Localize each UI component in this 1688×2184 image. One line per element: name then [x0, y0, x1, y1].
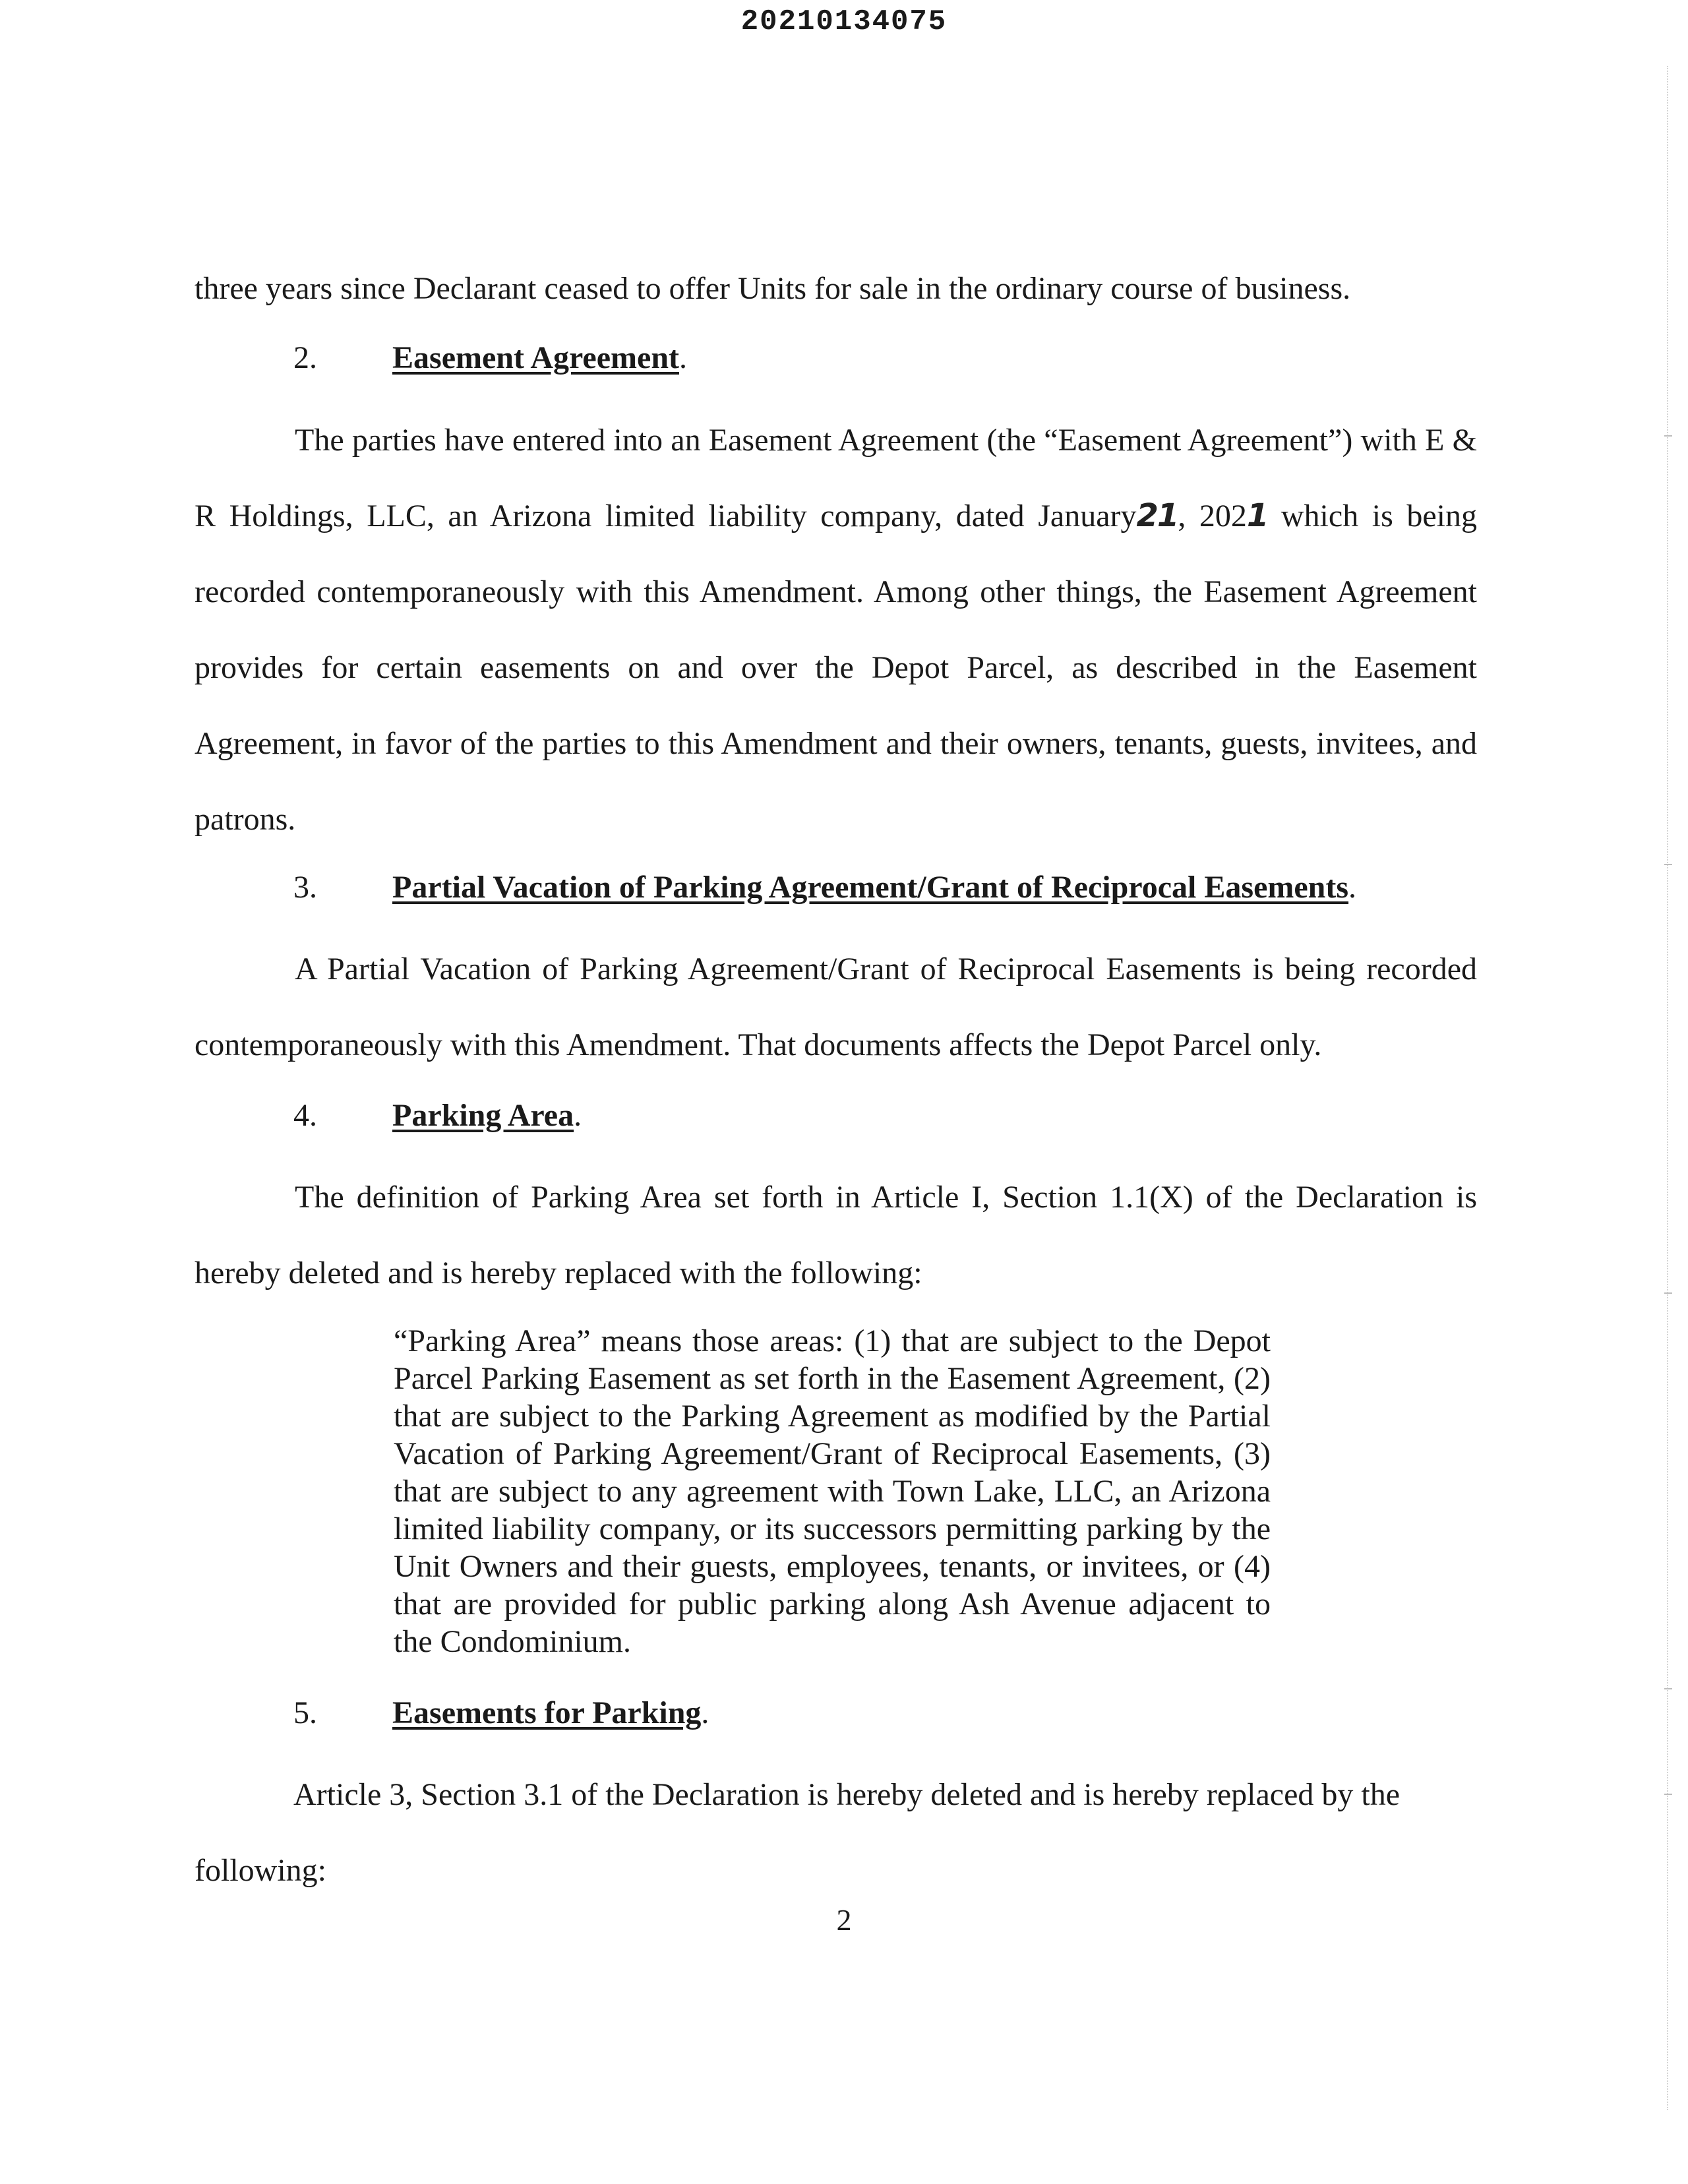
section-title: Partial Vacation of Parking Agreement/Grant of Reciprocal Easements: [392, 870, 1349, 905]
page-number: 2: [836, 1903, 852, 1937]
section-punct: .: [574, 1098, 582, 1133]
section-heading-easements-for-parking: [293, 1695, 709, 1731]
section-heading-easement-agreement: [293, 340, 687, 376]
scan-edge-artifact: [1667, 66, 1670, 2110]
scan-edge-tick: [1664, 1688, 1672, 1689]
scan-edge-tick: [1664, 435, 1672, 437]
block-quote-parking-area-definition: “Parking Area” means those areas: (1) that are subject to the Depot Parcel Parking Easement as set forth in the Easement Agreement, (2) that are subject to the Parking Agreement as modified by the Partial Vacation of Parking Agreement/Grant of Reciprocal Easements, (3) that are subject to any agreement with Town Lake, LLC, an Arizona limited liability company, or its successors permitting parking by the Unit Owners and their guests, employees, tenants, or invitees, or (4) that are provided for public parking along Ash Avenue adjacent to the Condominium.: [394, 1323, 1271, 1659]
handwritten-year-digit: 1: [1246, 497, 1268, 534]
section-number: 5.: [293, 1695, 317, 1730]
handwritten-day: 21: [1136, 497, 1178, 534]
paragraph-easement-agreement: [195, 402, 1477, 857]
scan-edge-tick: [1664, 1794, 1672, 1795]
paragraph-easements-for-parking-line2: following:: [195, 1853, 326, 1888]
section-number: 4.: [293, 1098, 317, 1133]
scan-edge-tick: [1664, 864, 1672, 865]
paragraph-parking-area: The definition of Parking Area set forth in Article I, Section 1.1(X) of the Declaration is hereby deleted and is hereby replaced with the following:: [195, 1180, 1477, 1290]
paragraph-text: , 202: [1178, 499, 1247, 533]
section-heading-parking-area: [293, 1097, 582, 1134]
scan-edge-tick: [1664, 1292, 1672, 1294]
paragraph-text: The parties have entered into an Easement Agreement (the “Easement Agreement”) with E & R Holdings, LLC, an Arizona limited liability company, dated January: [195, 423, 1477, 533]
section-punct: .: [679, 340, 687, 375]
recording-number: 20210134075: [740, 5, 948, 38]
section-punct: .: [1348, 870, 1357, 905]
section-title: Parking Area: [392, 1098, 574, 1133]
section-number: 2.: [293, 340, 317, 375]
paragraph-partial-vacation: A Partial Vacation of Parking Agreement/Grant of Reciprocal Easements is being recorded contemporaneously with this Amendment. That documents affects the Depot Parcel only.: [195, 952, 1477, 1062]
section-punct: .: [701, 1695, 709, 1730]
section-number: 3.: [293, 870, 317, 905]
section-title: Easements for Parking: [392, 1695, 702, 1730]
paragraph-continued: three years since Declarant ceased to offer Units for sale in the ordinary course of business.: [195, 271, 1351, 306]
section-title: Easement Agreement: [392, 340, 679, 375]
paragraph-text: which is being recorded contemporaneously with this Amendment. Among other things, the Easement Agreement provides for certain easements on and over the Depot Parcel, as described in the Easement Agreement, in favor of the parties to this Amendment and their owners, tenants, guests, invitees, and patrons.: [195, 499, 1478, 837]
section-heading-partial-vacation: [293, 869, 1356, 905]
paragraph-easements-for-parking-line1: Article 3, Section 3.1 of the Declaration is hereby deleted and is hereby replaced by the: [293, 1777, 1401, 1812]
